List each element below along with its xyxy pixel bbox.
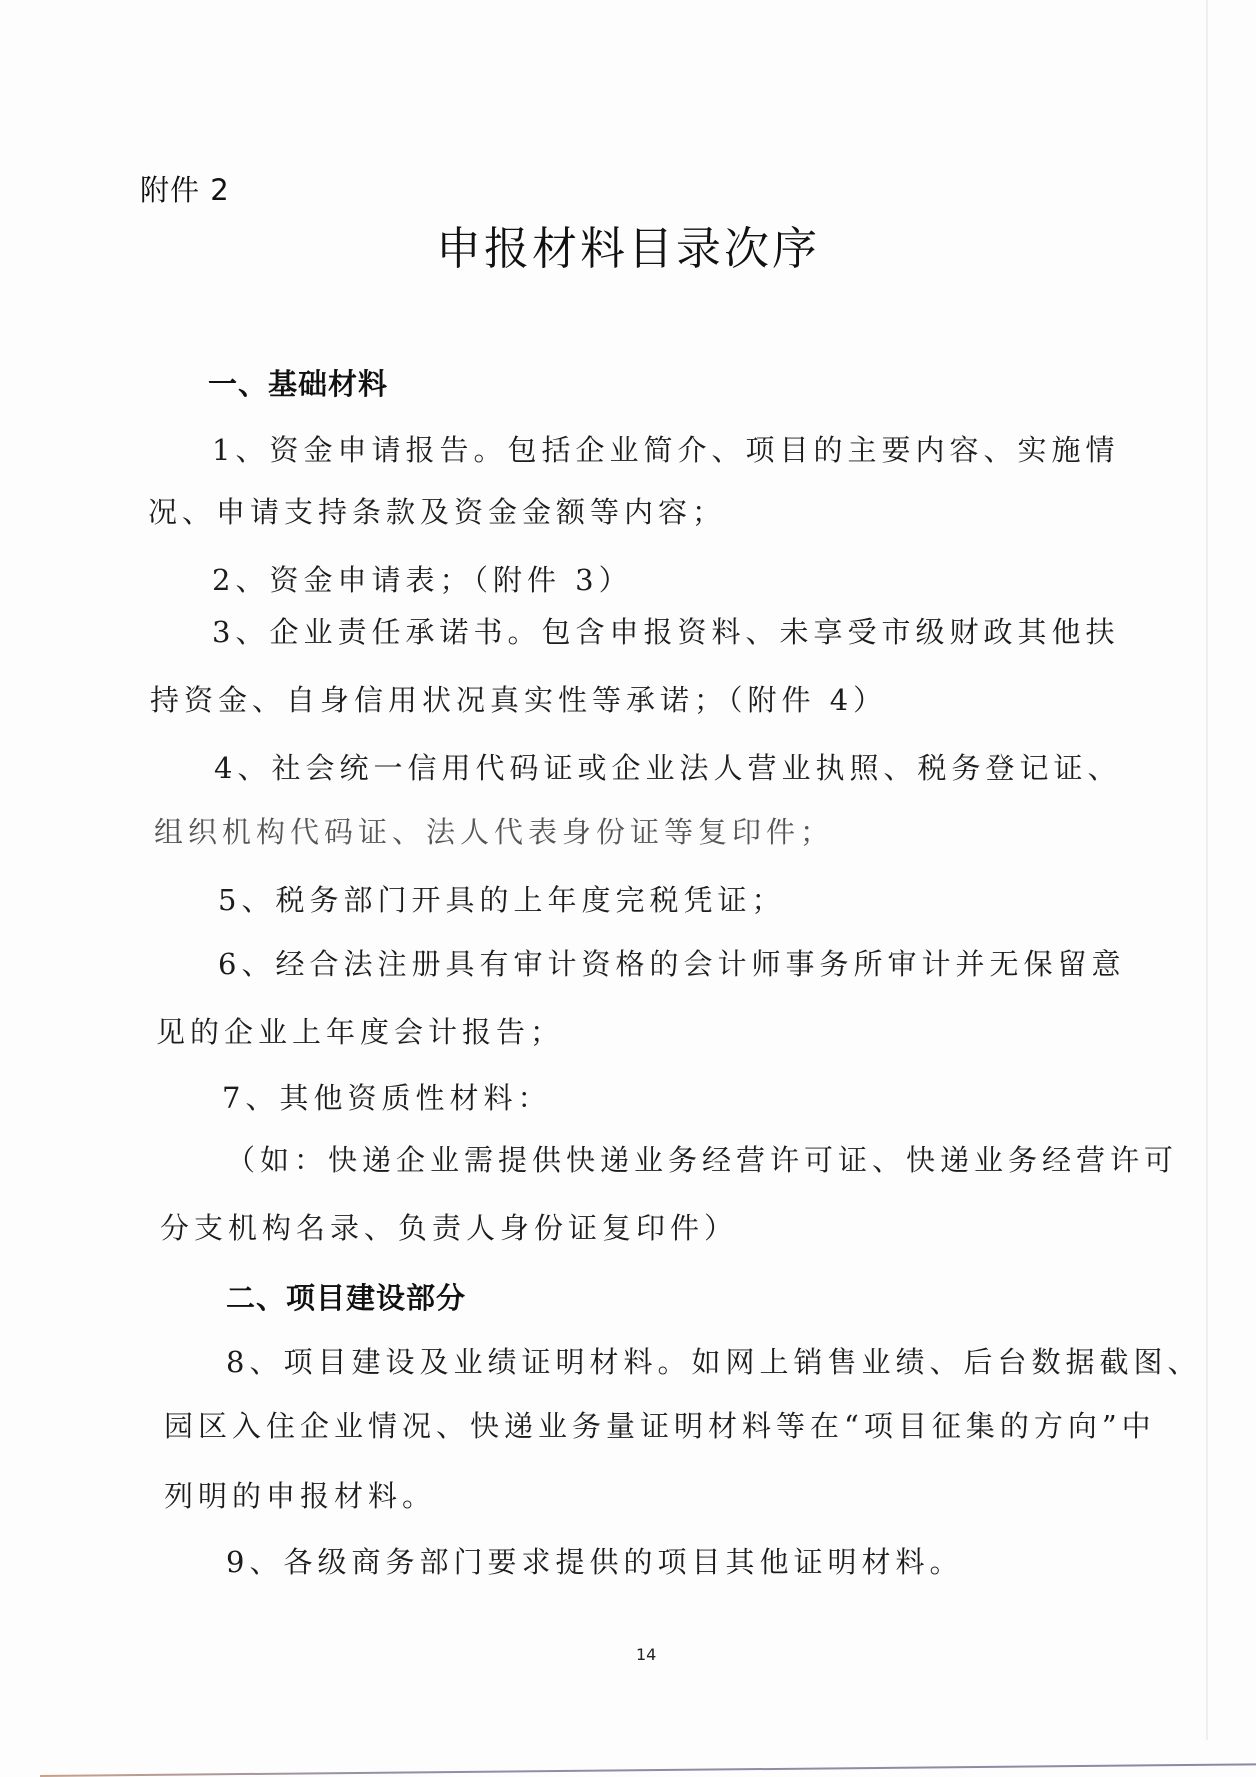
item-7-line-3: 分支机构名录、负责人身份证复印件） bbox=[160, 1211, 739, 1245]
scan-edge-right bbox=[1206, 0, 1208, 1740]
item-7-line-2: （如：快递企业需提供快递业务经营许可证、快递业务经营许可 bbox=[226, 1143, 1179, 1177]
item-8-line-3: 列明的申报材料。 bbox=[164, 1479, 437, 1513]
page-title: 申报材料目录次序 bbox=[436, 222, 821, 275]
item-6-line-1: 6、经合法注册具有审计资格的会计师事务所审计并无保留意 bbox=[218, 947, 1126, 981]
item-7-line-1: 7、其他资质性材料： bbox=[222, 1081, 552, 1115]
page-number: 14 bbox=[636, 1645, 657, 1664]
section-heading-project-construction: 二、项目建设部分 bbox=[226, 1281, 467, 1315]
item-4-line-2: 组织机构代码证、法人代表身份证等复印件； bbox=[154, 815, 835, 849]
item-6-line-2: 见的企业上年度会计报告； bbox=[156, 1015, 565, 1049]
section-heading-basic-materials: 一、基础材料 bbox=[208, 367, 389, 401]
attachment-label: 附件 2 bbox=[140, 173, 230, 207]
item-8-line-1: 8、项目建设及业绩证明材料。如网上销售业绩、后台数据截图、 bbox=[226, 1345, 1202, 1379]
item-8-line-2: 园区入住企业情况、快递业务量证明材料等在“项目征集的方向”中 bbox=[164, 1409, 1156, 1443]
item-3-line-2: 持资金、自身信用状况真实性等承诺；（附件 4） bbox=[150, 683, 888, 717]
item-1-line-2: 况、申请支持条款及资金金额等内容； bbox=[148, 495, 727, 529]
item-5-line-1: 5、税务部门开具的上年度完税凭证； bbox=[218, 883, 786, 917]
item-3-line-1: 3、企业责任承诺书。包含申报资料、未享受市级财政其他扶 bbox=[212, 615, 1120, 649]
scan-edge-bottom bbox=[40, 1763, 1256, 1777]
item-4-line-1: 4、社会统一信用代码证或企业法人营业执照、税务登记证、 bbox=[214, 751, 1122, 785]
item-2-line-1: 2、资金申请表；（附件 3） bbox=[212, 563, 633, 597]
item-1-line-1: 1、资金申请报告。包括企业简介、项目的主要内容、实施情 bbox=[212, 433, 1120, 467]
item-9-line-1: 9、各级商务部门要求提供的项目其他证明材料。 bbox=[226, 1545, 964, 1579]
